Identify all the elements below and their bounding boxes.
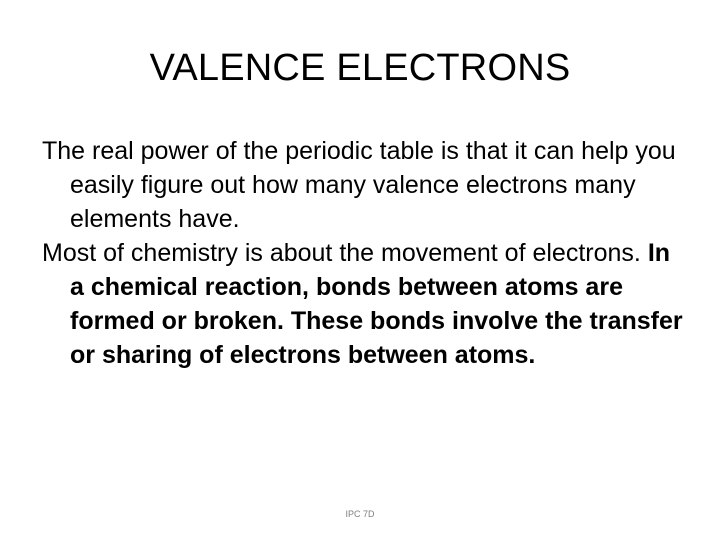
slide-title: VALENCE ELECTRONS (149, 47, 571, 89)
paragraph-text: The real power of the periodic table is that it can help you easily figure out how many valence electrons many elements have. (42, 137, 676, 233)
slide-footer: IPC 7D (345, 509, 375, 519)
paragraph-text-bold: In a chemical reaction, bonds between atoms are formed or broken. These bonds involve the transfer or sharing of electrons between atoms. (70, 239, 683, 369)
paragraph-text-regular: Most of chemistry is about the movement of electrons. (42, 239, 648, 267)
paragraph-chemistry (42, 236, 690, 372)
slide-body (42, 134, 690, 372)
paragraph-periodic-table (42, 134, 690, 236)
